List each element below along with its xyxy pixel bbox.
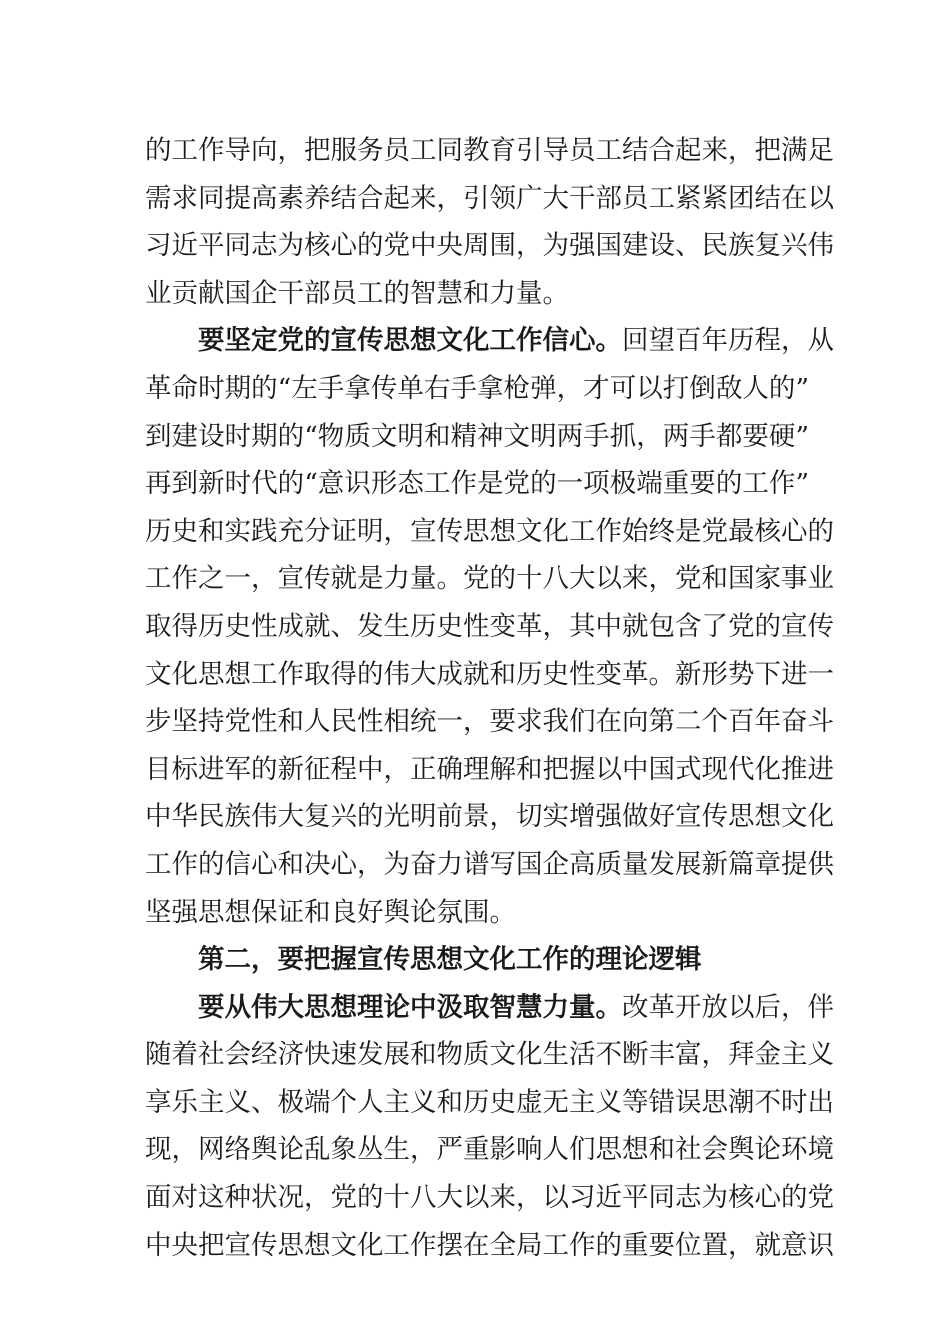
paragraph-first-line: 要从伟大思想理论中汲取智慧力量。改革开放以后，伴: [198, 991, 834, 1023]
text-line: 再到新时代的“意识形态工作是党的一项极端重要的工作”: [145, 468, 809, 500]
text-line: 享乐主义、极端个人主义和历史虚无主义等错误思潮不时出: [145, 1086, 834, 1118]
text-line: 面对这种状况，党的十八大以来，以习近平同志为核心的党: [145, 1182, 834, 1214]
text-line: 到建设时期的“物质文明和精神文明两手抓，两手都要硬”: [145, 420, 809, 452]
section-title: 第二，要把握宣传思想文化工作的理论逻辑: [198, 944, 702, 976]
text-line: 中华民族伟大复兴的光明前景，切实增强做好宣传思想文化: [145, 801, 834, 833]
section-heading: [145, 936, 809, 984]
paragraph-first-line: 要坚定党的宣传思想文化工作信心。回望百年历程，从: [198, 325, 834, 357]
text-line: 取得历史性成就、发生历史性变革，其中就包含了党的宣传: [145, 610, 834, 642]
text-line: 习近平同志为核心的党中央周围，为强国建设、民族复兴伟: [145, 230, 834, 262]
text-line: 目标进军的新征程中，正确理解和把握以中国式现代化推进: [145, 753, 834, 785]
text-line: 坚强思想保证和良好舆论氛围。: [145, 896, 516, 928]
text-line: 需求同提高素养结合起来，引领广大干部员工紧紧团结在以: [145, 182, 834, 214]
section-lead-heading: 要从伟大思想理论中汲取智慧力量。: [198, 991, 622, 1023]
text-line: 现，网络舆论乱象丛生，严重影响人们思想和社会舆论环境: [145, 1134, 834, 1166]
text-line: 历史和实践充分证明，宣传思想文化工作始终是党最核心的: [145, 515, 834, 547]
text-line: 中央把宣传思想文化工作摆在全局工作的重要位置，就意识: [145, 1229, 834, 1261]
text-line: 革命时期的“左手拿传单右手拿枪弹，才可以打倒敌人的”: [145, 372, 809, 404]
text-line: 步坚持党性和人民性相统一，要求我们在向第二个百年奋斗: [145, 706, 834, 738]
section-lead-heading: 要坚定党的宣传思想文化工作信心。: [198, 325, 622, 357]
text-line: 的工作导向，把服务员工同教育引导员工结合起来，把满足: [145, 135, 834, 166]
body-text: [145, 127, 834, 1269]
text-line: 工作的信心和决心，为奋力谱写国企高质量发展新篇章提供: [145, 848, 834, 880]
text-line: 工作之一，宣传就是力量。党的十八大以来，党和国家事业: [145, 563, 834, 595]
text-line: 随着社会经济快速发展和物质文化生活不断丰富，拜金主义: [145, 1039, 834, 1071]
text-line: 业贡献国企干部员工的智慧和力量。: [145, 277, 569, 309]
text-line: 文化思想工作取得的伟大成就和历史性变革。新形势下进一: [145, 658, 834, 690]
